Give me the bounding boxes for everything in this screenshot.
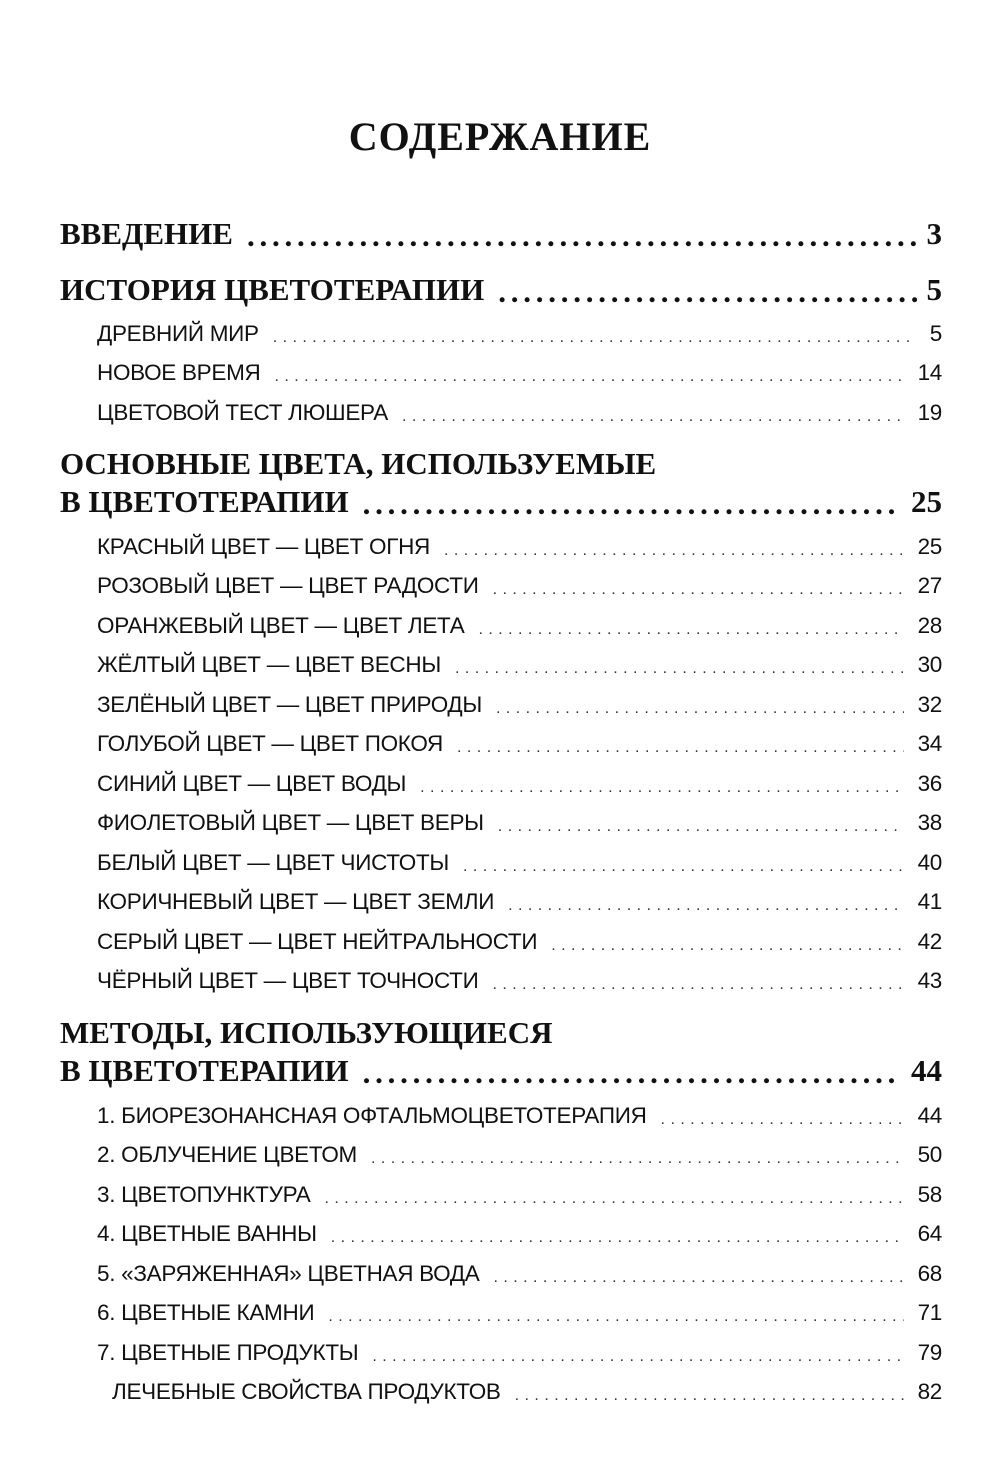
toc-item[interactable] bbox=[97, 612, 942, 640]
toc-item[interactable] bbox=[112, 1378, 942, 1406]
toc-chapter-history[interactable] bbox=[60, 272, 942, 308]
dot-leader bbox=[457, 734, 904, 757]
toc-chapter-basic-colors[interactable] bbox=[60, 484, 942, 520]
toc-item-label: 1. БИОРЕЗОНАНСНАЯ ОФТАЛЬМОЦВЕТОТЕРАПИЯ bbox=[97, 1103, 647, 1128]
toc-item[interactable] bbox=[97, 888, 942, 916]
dot-leader bbox=[247, 218, 917, 249]
toc-item-label: ЗЕЛЁНЫЙ ЦВЕТ — ЦВЕТ ПРИРОДЫ bbox=[97, 692, 482, 717]
dot-leader bbox=[274, 363, 903, 386]
toc-page-number: 68 bbox=[917, 1261, 942, 1286]
toc-page-number: 36 bbox=[917, 771, 942, 796]
toc-item[interactable] bbox=[97, 809, 942, 837]
toc-chapter-label: В ЦВЕТОТЕРАПИИ bbox=[60, 1053, 349, 1088]
toc-item-label: 7. ЦВЕТНЫЕ ПРОДУКТЫ bbox=[97, 1340, 359, 1365]
toc-item[interactable] bbox=[97, 359, 942, 387]
toc-item-label: 4. ЦВЕТНЫЕ ВАННЫ bbox=[97, 1221, 317, 1246]
dot-leader bbox=[551, 932, 903, 955]
dot-leader bbox=[372, 1343, 903, 1366]
dot-leader bbox=[463, 853, 904, 876]
dot-leader bbox=[328, 1303, 903, 1326]
toc-item-label: РОЗОВЫЙ ЦВЕТ — ЦВЕТ РАДОСТИ bbox=[97, 573, 479, 598]
dot-leader bbox=[420, 774, 903, 797]
toc-item[interactable] bbox=[97, 928, 942, 956]
toc-page-number: 5 bbox=[929, 321, 942, 346]
toc-item[interactable] bbox=[97, 533, 942, 561]
toc-item-label: БЕЛЫЙ ЦВЕТ — ЦВЕТ ЧИСТОТЫ bbox=[97, 850, 450, 875]
toc-page-number: 44 bbox=[911, 1053, 942, 1088]
dot-leader bbox=[492, 971, 903, 994]
toc-page-number: 40 bbox=[917, 850, 942, 875]
toc-item-label: НОВОЕ ВРЕМЯ bbox=[97, 360, 261, 385]
toc-page-number: 3 bbox=[926, 216, 942, 251]
toc-item-label: ЧЁРНЫЙ ЦВЕТ — ЦВЕТ ТОЧНОСТИ bbox=[97, 968, 479, 993]
toc-item[interactable] bbox=[97, 849, 942, 877]
toc-item[interactable] bbox=[97, 730, 942, 758]
toc-item[interactable] bbox=[97, 1260, 942, 1288]
toc-item-label: ДРЕВНИЙ МИР bbox=[97, 321, 259, 346]
toc-page-number: 34 bbox=[917, 731, 942, 756]
toc-item-label: ЦВЕТОВОЙ ТЕСТ ЛЮШЕРА bbox=[97, 400, 388, 425]
toc-item-label: 3. ЦВЕТОПУНКТУРА bbox=[97, 1182, 311, 1207]
dot-leader bbox=[661, 1106, 904, 1129]
toc-page-number: 14 bbox=[917, 360, 942, 385]
dot-leader bbox=[324, 1185, 903, 1208]
dot-leader bbox=[331, 1224, 904, 1247]
toc-page-number: 71 bbox=[917, 1300, 942, 1325]
toc-chapter-label: ИСТОРИЯ ЦВЕТОТЕРАПИИ bbox=[60, 272, 485, 307]
toc-page-number: 41 bbox=[917, 889, 942, 914]
toc-page-number: 30 bbox=[917, 652, 942, 677]
toc-item-label: 6. ЦВЕТНЫЕ КАМНИ bbox=[97, 1300, 315, 1325]
toc-item[interactable] bbox=[97, 1141, 942, 1169]
toc-item-label: ГОЛУБОЙ ЦВЕТ — ЦВЕТ ПОКОЯ bbox=[97, 731, 444, 756]
toc-chapter-label-line1: МЕТОДЫ, ИСПОЛЬЗУЮЩИЕСЯ bbox=[60, 1015, 553, 1050]
toc-item-label: ЖЁЛТЫЙ ЦВЕТ — ЦВЕТ ВЕСНЫ bbox=[97, 652, 441, 677]
toc-page-number: 79 bbox=[917, 1340, 942, 1365]
toc-item-label: ФИОЛЕТОВЫЙ ЦВЕТ — ЦВЕТ ВЕРЫ bbox=[97, 810, 484, 835]
toc-item[interactable] bbox=[97, 572, 942, 600]
toc-item-label: СИНИЙ ЦВЕТ — ЦВЕТ ВОДЫ bbox=[97, 771, 407, 796]
dot-leader bbox=[273, 324, 916, 347]
toc-item[interactable] bbox=[97, 1181, 942, 1209]
toc-chapter-label: ВВЕДЕНИЕ bbox=[60, 216, 233, 251]
dot-leader bbox=[455, 655, 904, 678]
dot-leader bbox=[493, 1264, 903, 1287]
dot-leader bbox=[363, 486, 901, 517]
toc-page-number: 44 bbox=[917, 1103, 942, 1128]
toc-item[interactable] bbox=[97, 1220, 942, 1248]
toc-item-label: СЕРЫЙ ЦВЕТ — ЦВЕТ НЕЙТРАЛЬНОСТИ bbox=[97, 929, 538, 954]
toc-item[interactable] bbox=[97, 320, 942, 348]
toc-item[interactable] bbox=[97, 1339, 942, 1367]
toc-item[interactable] bbox=[97, 1299, 942, 1327]
toc-item-label: 2. ОБЛУЧЕНИЕ ЦВЕТОМ bbox=[97, 1142, 357, 1167]
dot-leader bbox=[402, 403, 904, 426]
toc-page-number: 25 bbox=[911, 484, 942, 519]
toc-page-number: 64 bbox=[917, 1221, 942, 1246]
dot-leader bbox=[508, 892, 903, 915]
dot-leader bbox=[515, 1382, 904, 1405]
toc-page-number: 82 bbox=[917, 1379, 942, 1404]
toc-chapter-label: В ЦВЕТОТЕРАПИИ bbox=[60, 484, 349, 519]
toc-page-number: 25 bbox=[917, 534, 942, 559]
toc-item[interactable] bbox=[97, 399, 942, 427]
toc-item[interactable] bbox=[97, 967, 942, 995]
page-title: СОДЕРЖАНИЕ bbox=[348, 114, 652, 159]
toc-page-number: 43 bbox=[917, 968, 942, 993]
toc-item-label: КОРИЧНЕВЫЙ ЦВЕТ — ЦВЕТ ЗЕМЛИ bbox=[97, 889, 495, 914]
toc-chapter-label-line1: ОСНОВНЫЕ ЦВЕТА, ИСПОЛЬЗУЕМЫЕ bbox=[60, 446, 657, 481]
dot-leader bbox=[478, 616, 903, 639]
dot-leader bbox=[493, 576, 904, 599]
toc-page-number: 58 bbox=[917, 1182, 942, 1207]
toc-chapter-introduction[interactable] bbox=[60, 216, 942, 252]
toc-page-number: 19 bbox=[917, 400, 942, 425]
toc-page-number: 38 bbox=[917, 810, 942, 835]
toc-item-label: ЛЕЧЕБНЫЕ СВОЙСТВА ПРОДУКТОВ bbox=[112, 1379, 501, 1404]
toc-item[interactable] bbox=[97, 651, 942, 679]
toc-page-number: 27 bbox=[917, 573, 942, 598]
dot-leader bbox=[498, 813, 904, 836]
dot-leader bbox=[444, 537, 904, 560]
toc-item-label: ОРАНЖЕВЫЙ ЦВЕТ — ЦВЕТ ЛЕТА bbox=[97, 613, 465, 638]
dot-leader bbox=[496, 695, 904, 718]
toc-item[interactable] bbox=[97, 691, 942, 719]
toc-page-number: 5 bbox=[926, 272, 942, 307]
toc-chapter-methods[interactable] bbox=[60, 1053, 942, 1089]
toc-page-number: 50 bbox=[917, 1142, 942, 1167]
dot-leader bbox=[363, 1055, 901, 1086]
toc-item-label: КРАСНЫЙ ЦВЕТ — ЦВЕТ ОГНЯ bbox=[97, 534, 431, 559]
toc-item[interactable] bbox=[97, 770, 942, 798]
toc-page-number: 32 bbox=[917, 692, 942, 717]
toc-item-label: 5. «ЗАРЯЖЕННАЯ» ЦВЕТНАЯ ВОДА bbox=[97, 1261, 480, 1286]
dot-leader bbox=[498, 274, 916, 305]
toc-page-number: 42 bbox=[917, 929, 942, 954]
toc-page-number: 28 bbox=[917, 613, 942, 638]
dot-leader bbox=[371, 1145, 904, 1168]
toc-item[interactable] bbox=[97, 1102, 942, 1130]
